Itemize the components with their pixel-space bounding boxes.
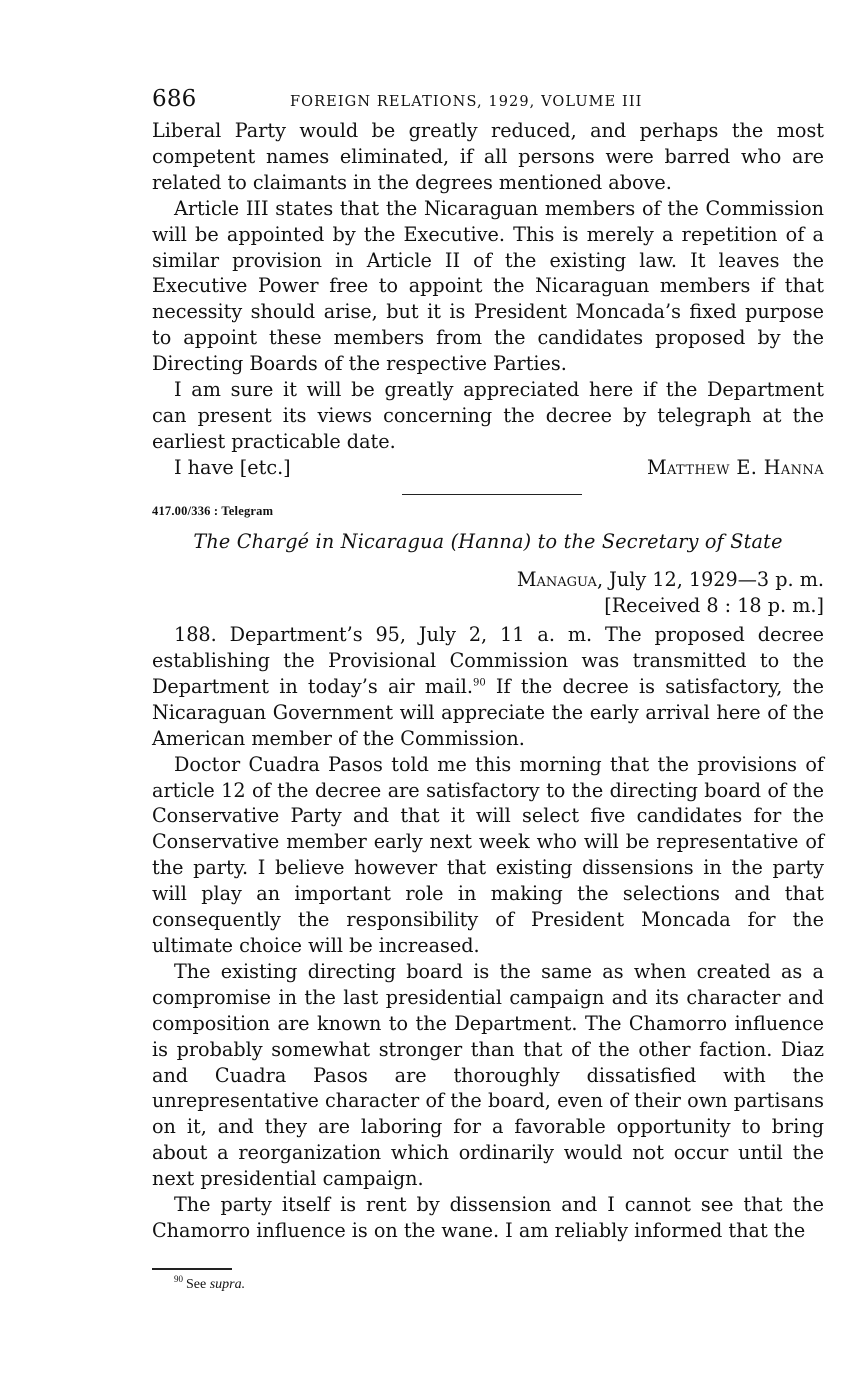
page-number: 686	[152, 86, 197, 112]
dateline	[152, 567, 824, 593]
dateline-date: , July 12, 1929—3 p. m.	[596, 568, 824, 592]
paragraph: The party itself is rent by dissension and I cannot see that the Chamorro influence is on the wane. I am reliably informed that the	[152, 1193, 824, 1242]
section-divider	[402, 494, 582, 496]
footnote-number: 90	[174, 1274, 183, 1285]
document-title: The Chargé in Nicaragua (Hanna) to the Secretary of State	[193, 530, 783, 554]
paragraph: I am sure it will be greatly appreciated here if the Department can present its views concerning the decree by telegraph at the earliest practicable date.	[152, 378, 824, 453]
footnote-reference: supra.	[209, 1277, 246, 1292]
signature: Matthew E. Hanna	[646, 455, 824, 479]
letter-continuation	[152, 118, 824, 455]
paragraph: Liberal Party would be greatly reduced, and perhaps the most competent names eliminated, if all persons were barred who are related to claimants in the degrees mentioned above.	[152, 119, 824, 194]
running-head: FOREIGN RELATIONS, 1929, VOLUME III	[290, 94, 643, 110]
paragraph-text: 188. Department’s 95, July 2, 11 a. m. The proposed decree establishing the Provisional Commission was transmitted to the Department in today’s air mail.	[152, 623, 824, 698]
paragraph: Article III states that the Nicaraguan members of the Commission will be appointed by the Executive. This is merely a repetition of a similar provision in Article II of the existing law. It leaves the Executive Power free to appoint the Nicaraguan members if that necessity should arise, but it is President Moncada’s fixed purpose to appoint these members from the candidates proposed by the Directing Boards of the respective Parties.	[152, 196, 824, 376]
footnote	[174, 1274, 246, 1293]
paragraph	[152, 622, 824, 752]
paragraph: The existing directing board is the same as when created as a compromise in the last presidential campaign and its character and composition are known to the Department. The Chamorro influence is probably somewhat stronger than that of the other faction. Diaz and Cuadra Pasos are thoroughly dissatisfied with the unrepresentative character of the board, even of their own partisans on it, and they are laboring for a favorable opportunity to bring about a reorganization which ordinarily would not occur until the next presidential campaign.	[152, 959, 824, 1191]
telegram-body	[152, 622, 824, 1244]
page-header	[152, 86, 824, 118]
footnote-text: See	[186, 1277, 210, 1292]
received-time: [Received 8 : 18 p. m.]	[604, 594, 824, 618]
paragraph-text: If the decree is satisfactory, the Nicaraguan Government will appreciate the early arrival here of the American member of the Commission.	[152, 674, 824, 750]
document-page	[152, 86, 824, 1244]
dateline-place: Managua	[516, 568, 597, 592]
paragraph: Doctor Cuadra Pasos told me this morning that the provisions of article 12 of the decree are satisfactory to the directing board of the Conservative Party and that it will select five candidates for the Conservative member early next week who will be representative of the party. I believe however that existing dissensions in the party will play an important role in making the selections and that consequently the responsibility of President Moncada for the ultimate choice will be increased.	[152, 752, 824, 957]
footnote-marker: 90	[472, 677, 486, 689]
closing-phrase: I have [etc.]	[174, 455, 291, 479]
file-reference: 417.00/336 : Telegram	[152, 504, 274, 519]
closing	[152, 455, 824, 481]
footnote-rule	[152, 1268, 232, 1270]
